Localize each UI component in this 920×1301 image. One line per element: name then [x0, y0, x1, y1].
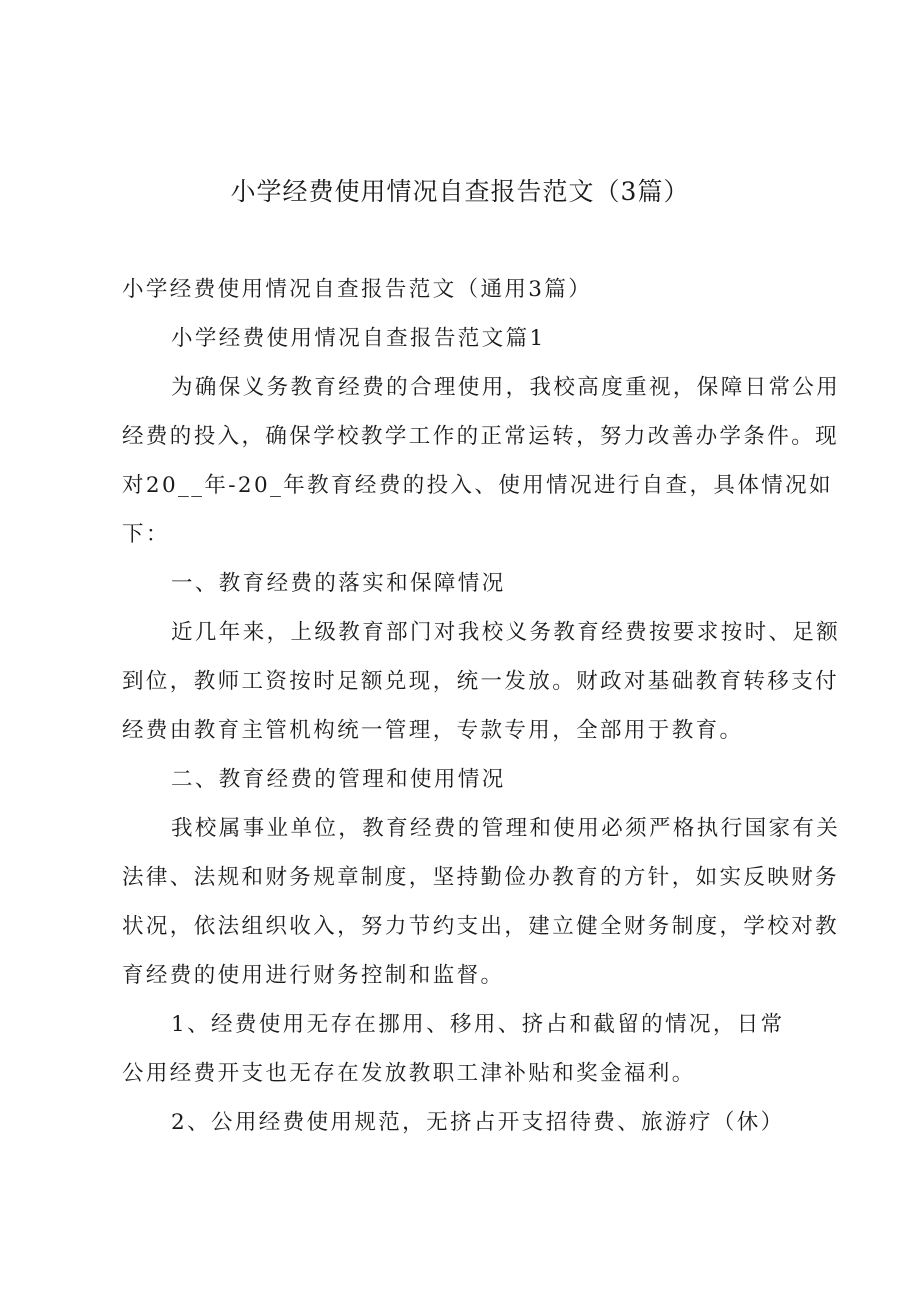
section-2-line-1: 我校属事业单位，教育经费的管理和使用必须严格执行国家有关 — [171, 816, 841, 841]
document-title: 小学经费使用情况自查报告范文（3篇） — [230, 177, 690, 206]
item-1-line-1: 1、经费使用无存在挪用、移用、挤占和截留的情况，日常 — [171, 1012, 785, 1037]
document-subtitle: 小学经费使用情况自查报告范文（通用3篇） — [122, 277, 593, 302]
section-1-line-2: 到位，教师工资按时足额兑现，统一发放。财政对基础教育转移支付 — [122, 669, 840, 694]
section-2-line-4: 育经费的使用进行财务控制和监督。 — [122, 963, 505, 988]
section-1-line-3: 经费由教育主管机构统一管理，专款专用，全部用于教育。 — [122, 718, 744, 743]
section-1-line-1: 近几年来，上级教育部门对我校义务教育经费按要求按时、足额 — [171, 620, 841, 645]
section-2-line-3: 状况，依法组织收入，努力节约支出，建立健全财务制度，学校对教 — [122, 914, 840, 939]
item-1-line-2: 公用经费开支也无存在发放教职工津补贴和奖金福利。 — [122, 1061, 696, 1086]
intro-line-2: 经费的投入，确保学校教学工作的正常运转，努力改善办学条件。现 — [122, 424, 840, 449]
item-2-line-1: 2、公用经费使用规范，无挤占开支招待费、旅游疗（休） — [171, 1110, 785, 1135]
intro-line-4: 下： — [122, 522, 170, 547]
section-2-line-2: 法律、法规和财务规章制度，坚持勤俭办教育的方针，如实反映财务 — [122, 865, 840, 890]
intro-line-1: 为确保义务教育经费的合理使用，我校高度重视，保障日常公用 — [171, 375, 841, 400]
section-1-heading: 一、教育经费的落实和保障情况 — [171, 571, 506, 596]
article-heading: 小学经费使用情况自查报告范文篇1 — [171, 326, 546, 351]
intro-line-3: 对20__年-20_年教育经费的投入、使用情况进行自查，具体情况如 — [122, 473, 833, 498]
section-2-heading: 二、教育经费的管理和使用情况 — [171, 767, 506, 792]
